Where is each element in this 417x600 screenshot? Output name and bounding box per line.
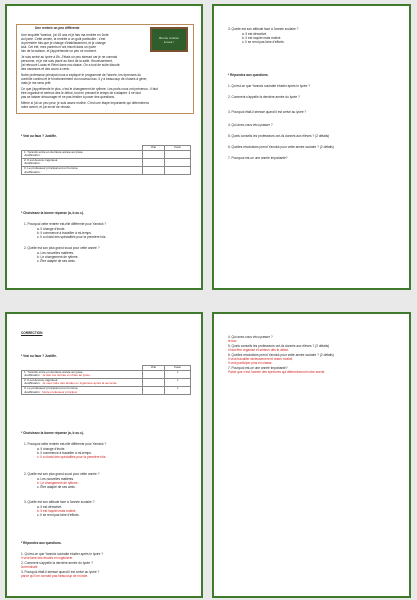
open-answer: parce qu'il ne connaît pas beaucoup de monde. [21, 574, 89, 578]
open-question: 2. Comment s'appelle la dernière année du lycée ? [21, 561, 93, 565]
worksheet-page-2 [212, 4, 411, 290]
question: 1. Pourquoi cette rentrée est-elle différente pour Yannick ? [24, 222, 107, 226]
answer-option: a. Il change d'école. [37, 447, 66, 451]
text-title: Une rentrée un peu différente [35, 26, 80, 30]
open-answer: Il veut travailler sérieusement et rester motivé, [228, 357, 294, 361]
question: 2. Quelle est son plus grand souci pour cette année ? [24, 472, 100, 476]
open-question: 1. Qu'est-ce que Yannick souhaite étudier après le lycée ? [228, 84, 310, 88]
section-open-questions: * Répondez aux questions. [21, 541, 62, 545]
open-question: 3. Pourquoi était-il stressé quand il est arrivé au lycée ? [228, 110, 307, 114]
open-question: 7. Pourquoi est-ce une année importante? [228, 156, 288, 160]
answer-option[interactable]: a. Il change d'école. [37, 227, 66, 231]
reading-line: être organisé et sérieux dès le début, tout en prenant le temps de s'adapter. Il ne faut [21, 91, 141, 95]
statement: 2. Il est devenu ingénieur. [24, 377, 59, 382]
question: 2. Quelle est son plus grand souci pour cette année ? [24, 246, 100, 250]
open-question: 6. Quelles résolutions prend Yannick pour cette année scolaire ? (2 détails) [228, 145, 334, 149]
section-multiple-choice: * Choisissez la bonne réponse (a, b ou c). [21, 431, 84, 435]
question: 3. Quelle est son attitude face à l'année scolaire ? [228, 27, 299, 31]
justification-answer: Notre professeur principal. [42, 389, 78, 394]
faux-mark: x [165, 378, 191, 386]
answer-option[interactable]: b. Le changement de rythme. [37, 255, 79, 259]
justification-label: Justification : [24, 373, 42, 378]
open-question: 7. Pourquoi est-ce une année importante? [228, 366, 288, 370]
vrai-cell [142, 386, 165, 394]
open-question: 2. Comment s'appelle la dernière année du lycée ? [228, 95, 300, 99]
open-question: 5. Quels conseils les professeurs ont-ils donnés aux élèves ? (2 détails) [228, 134, 330, 138]
open-question: 5. Quels conseils les professeurs ont-ils donnés aux élèves ? (2 détails) [228, 344, 330, 348]
justification-label: Justification : [24, 169, 42, 174]
true-false-table [21, 145, 191, 175]
reading-line: loin de la maison, et j'appréhende un peu ce moment. [21, 49, 97, 53]
reading-line: pas se laisser décourager et ne pas hésiter à poser des questions. [21, 95, 115, 99]
reading-line: notre avenir, et j'ai envie de réussir. [21, 105, 71, 109]
correction-title: CORRECTION [21, 331, 43, 335]
statement: 1. Yannick entre en dernière année au lycée. [24, 149, 84, 154]
faux-cell[interactable] [165, 166, 191, 174]
open-question: 3. Pourquoi était-il stressé quand il est arrivé au lycée ? [21, 570, 100, 574]
section-true-false: * Vrai ou faux ? Justifie. [21, 354, 57, 358]
reading-line: Même si j'ai un peu peur, je suis assez motivé. C'est une étape importante qui déterminera [21, 101, 149, 105]
open-question: 6. Quelles résolutions prend Yannick pour cette année scolaire ? (2 détails) [228, 353, 334, 357]
answer-option: a. Les nouvelles matières. [37, 477, 75, 481]
question: 3. Quelle est son attitude face à l'année scolaire ? [24, 500, 95, 504]
open-answer: Parce que c'est l'année des épreuves qui détermineront notre avenir. [228, 370, 326, 374]
reading-line: j'ai retrouvé Lucas et Rémi dans ma classe. On a tout de suite discuté [21, 63, 120, 67]
vrai-cell [142, 378, 165, 386]
vrai-cell[interactable] [142, 150, 165, 158]
faux-cell[interactable] [165, 150, 191, 158]
open-answer: il faut être organisé et sérieux dès le début. [228, 348, 289, 352]
justification-answer: Je veux faire des études en ingénierie après la seconde. [42, 381, 118, 386]
answer-option[interactable]: c. Il a choisi des spécialités pour la première fois. [37, 235, 107, 239]
true-false-correction-table [21, 365, 191, 395]
answer-option[interactable]: c. Être adapté de ses amis. [37, 259, 76, 263]
justification-label: Justification : [24, 381, 42, 386]
answer-option: a. Il est démotivé. [37, 505, 62, 509]
statement: 1. Yannick entre en dernière année au lycée. [24, 369, 84, 374]
reading-line: Je suis arrivé au lycée à 8h. J'étais un peu stressé car je ne connais [21, 55, 118, 59]
answer-option[interactable]: b. Il commence à travailler à mi-temps. [37, 231, 92, 235]
answer-option[interactable]: b. Il est inquiet mais motivé. [242, 36, 282, 40]
answer-option: b. Il commence à travailler à mi-temps. [37, 451, 92, 455]
correct-answer-option: b. Il est inquiet mais motivé. [37, 509, 77, 513]
open-answer: Il veut participer plus en classe. [228, 361, 273, 365]
header-faux: Faux [165, 146, 191, 151]
reading-line: au lycée. Cette année, la rentrée a un goût particulier : c'est [21, 37, 106, 41]
section-multiple-choice: * Choisissez la bonne réponse (a, b ou c). [21, 211, 84, 215]
reading-line: contrôle continu et le fonctionnement du nouveau bac. Il y a beaucoup de choses à gérer, [21, 77, 148, 81]
chalkboard-image [150, 27, 188, 52]
worksheet-page-1 [5, 4, 203, 290]
reading-line: Une enquête Yannick, j'ai 15 ans et je fais ma rentrée en 2nde [21, 33, 109, 37]
justification-label: Justification : [24, 153, 42, 158]
chalkboard-line-1: Bonne rentrée [159, 36, 179, 40]
question: 1. Pourquoi cette rentrée est-elle différente pour Yannick ? [24, 442, 107, 446]
section-true-false: * Vrai ou faux ? Justifie. [21, 134, 57, 138]
answer-option[interactable]: c. Il se rend pas faire d'efforts. [242, 40, 285, 44]
justification-label: Justification : [24, 161, 42, 166]
correct-answer-option: c. Il a choisi des spécialités pour la première fois. [37, 455, 107, 459]
faux-mark: x [165, 370, 191, 378]
answer-option: c. Il se rend pas faire d'efforts. [37, 513, 80, 517]
reading-line: Ce que j'appréhende le plus, c'est le changement de rythme. Les profs nous ont prévenus : il faut [21, 87, 158, 91]
open-question: 1. Qu'est-ce que Yannick souhaite étudier après le lycée ? [21, 552, 103, 556]
answer-option: c. Être adapté de ses amis. [37, 485, 76, 489]
open-question: 4. Qui avez-vous vécu passer ? [228, 335, 273, 339]
vrai-cell[interactable] [142, 158, 165, 166]
header-vrai: Vrai [142, 366, 165, 371]
justification-answer: Je fais ma rentrée en 2nde au lycée. [42, 373, 91, 378]
chalkboard-line-2: à tous ! [163, 40, 175, 44]
reading-line: tout. Cet été, mes parents m'ont inscrit dans un lycée [21, 45, 97, 49]
answer-option[interactable]: a. Les nouvelles matières. [37, 251, 75, 255]
correction-page-2 [212, 312, 411, 598]
open-answer: la terminale [21, 565, 38, 569]
reading-line: la première fois que je change d'établissement, et je change [21, 41, 106, 45]
table-row [22, 166, 191, 174]
faux-mark: x [165, 386, 191, 394]
correction-page-1 [5, 312, 203, 598]
correct-answer-option: b. Le changement de rythme. [37, 481, 79, 485]
vrai-cell[interactable] [142, 166, 165, 174]
header-vrai: Vrai [142, 146, 165, 151]
statement: 3. Le professeur principal est un homme. [24, 385, 79, 390]
section-open-questions: * Répondez aux questions. [228, 73, 269, 77]
faux-cell[interactable] [165, 158, 191, 166]
open-answer: Il veut faire des études en ingénierie. [21, 556, 74, 560]
answer-option[interactable]: a. Il est démotivé. [242, 32, 267, 36]
reading-line: personne, et je me suis placé au fond de la salle. Heureusement, [21, 59, 113, 63]
reading-line: mais je me sens prêt. [21, 81, 52, 85]
table-row [22, 386, 191, 394]
reading-line: Notre professeur principal nous a expliqué le programme de l'année, les épreuves du [21, 73, 142, 77]
open-question: 4. Qui avez-vous vécu passer ? [228, 123, 273, 127]
vrai-cell [142, 370, 165, 378]
reading-line: des vacances et des cours à venir. [21, 67, 70, 71]
header-faux: Faux [165, 366, 191, 371]
statement: 3. Le professeur principal est un homme. [24, 165, 79, 170]
open-answer: le bac [228, 339, 237, 343]
justification-label: Justification : [24, 389, 42, 394]
statement: 2. Il est devenu ingénieur. [24, 157, 59, 162]
